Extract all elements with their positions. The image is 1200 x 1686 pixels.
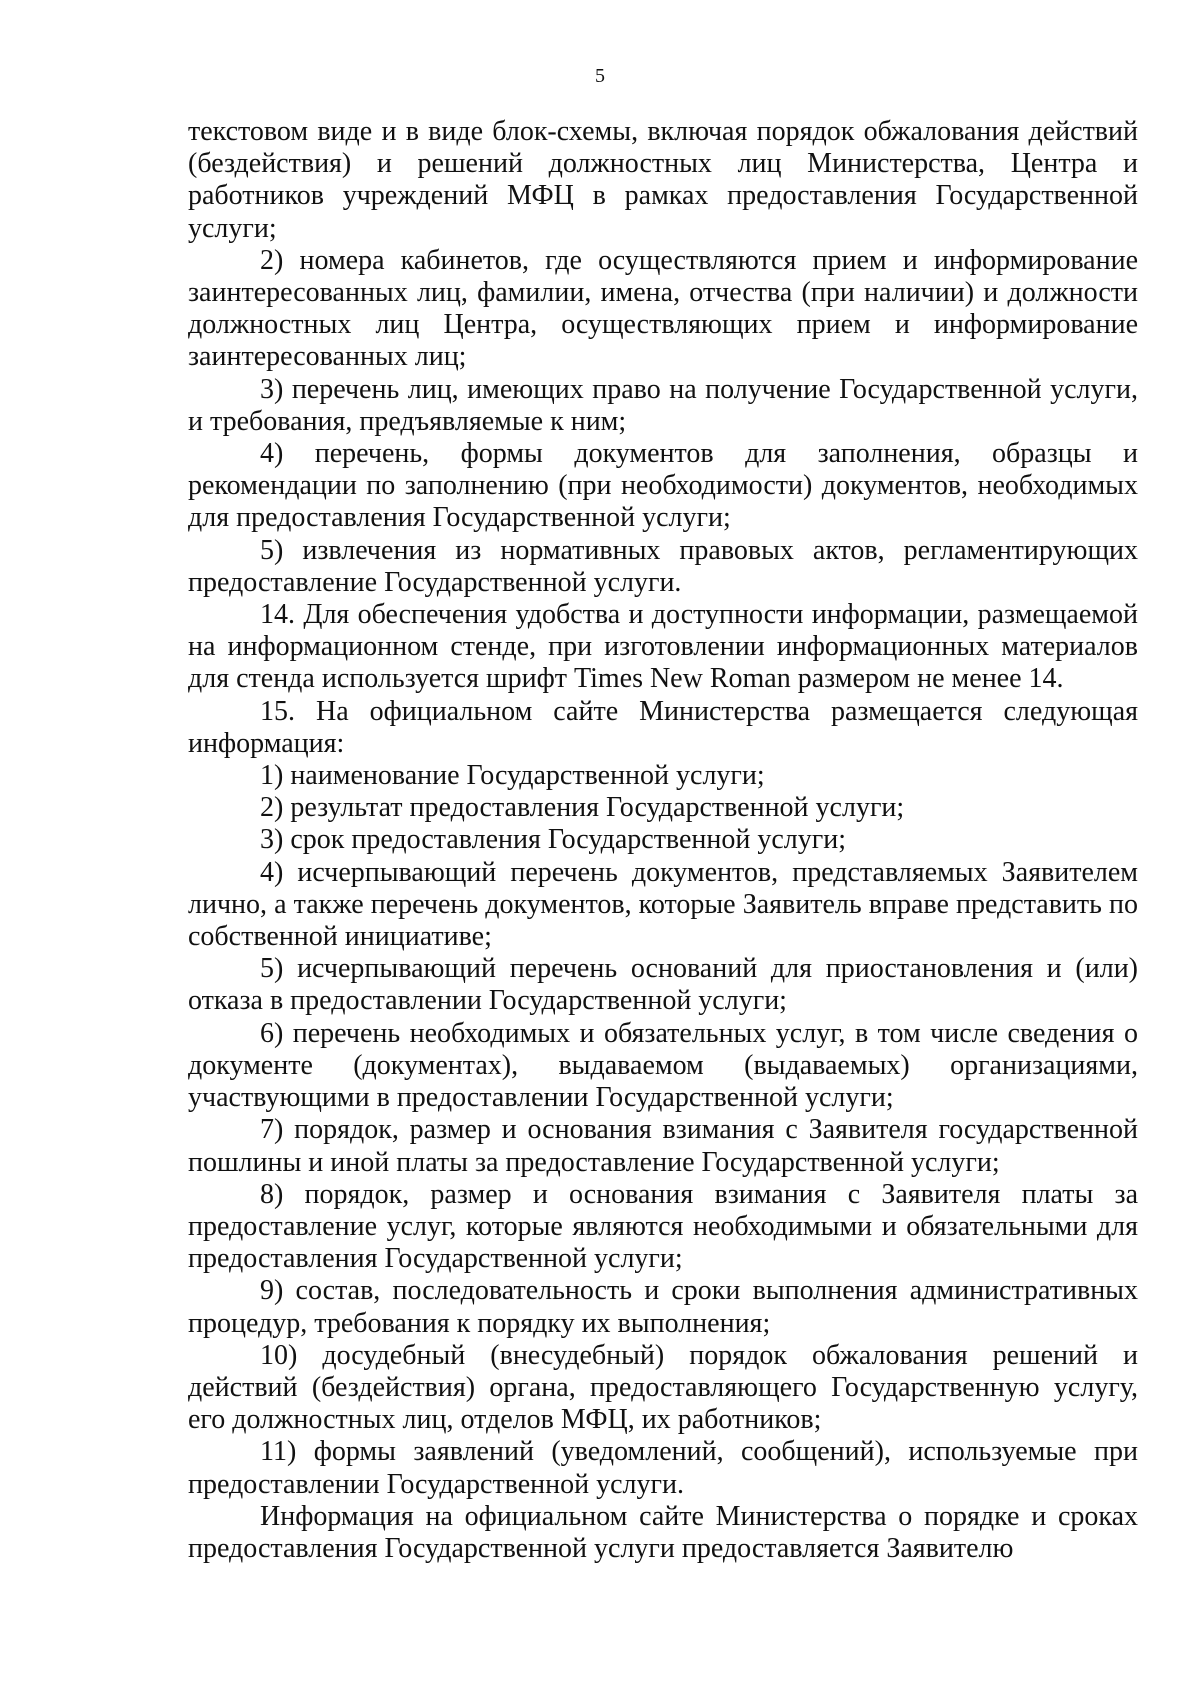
paragraph: 15. На официальном сайте Министерства размещается следующая информация: bbox=[188, 695, 1138, 759]
paragraph: 2) результат предоставления Государственной услуги; bbox=[260, 792, 905, 824]
paragraph: 8) порядок, размер и основания взимания с Заявителя платы за предоставление услуг, которые являются необходимыми и обязательными для предоставления Государственной услуги; bbox=[188, 1178, 1138, 1275]
paragraph: Информация на официальном сайте Министерства о порядке и сроках предоставления Государственной услуги предоставляется Заявителю bbox=[188, 1500, 1138, 1564]
paragraph: 4) исчерпывающий перечень документов, представляемых Заявителем лично, а также перечень документов, которые Заявитель вправе представить по собственной инициативе; bbox=[188, 856, 1138, 953]
paragraph: 7) порядок, размер и основания взимания с Заявителя государственной пошлины и иной платы за предоставление Государственной услуги; bbox=[188, 1114, 1138, 1178]
paragraph: 5) извлечения из нормативных правовых актов, регламентирующих предоставление Государственной услуги. bbox=[188, 534, 1138, 598]
document-body bbox=[188, 116, 1138, 1565]
paragraph: 11) формы заявлений (уведомлений, сообщений), используемые при предоставлении Государственной услуги. bbox=[188, 1436, 1138, 1500]
paragraph: 2) номера кабинетов, где осуществляются прием и информирование заинтересованных лиц, фамилии, имена, отчества (при наличии) и должности должностных лиц Центра, осуществляющих прием и информирование заинтересованных лиц; bbox=[188, 244, 1138, 373]
paragraph: 3) срок предоставления Государственной услуги; bbox=[260, 824, 847, 856]
paragraph: 10) досудебный (внесудебный) порядок обжалования решений и действий (бездействия) органа, предоставляющего Государственную услугу, его должностных лиц, отделов МФЦ, их работников; bbox=[188, 1339, 1138, 1436]
paragraph: 4) перечень, формы документов для заполнения, образцы и рекомендации по заполнению (при необходимости) документов, необходимых для предоставления Государственной услуги; bbox=[188, 438, 1138, 534]
paragraph: 5) исчерпывающий перечень оснований для приостановления и (или) отказа в предоставлении Государственной услуги; bbox=[188, 953, 1138, 1017]
paragraph: 14. Для обеспечения удобства и доступности информации, размещаемой на информационном стенде, при изготовлении информационных материалов для стенда используется шрифт Times New Roman размером не менее 14. bbox=[188, 599, 1138, 695]
paragraph: 1) наименование Государственной услуги; bbox=[260, 760, 765, 792]
page-number: 5 bbox=[595, 65, 605, 87]
paragraph: текстовом виде и в виде блок-схемы, включая порядок обжалования действий (бездействия) и решений должностных лиц Министерства, Центра и работников учреждений МФЦ в рамках предоставления Государственной услуги; bbox=[188, 116, 1138, 244]
paragraph: 9) состав, последовательность и сроки выполнения административных процедур, требования к порядку их выполнения; bbox=[188, 1275, 1138, 1339]
paragraph: 6) перечень необходимых и обязательных услуг, в том числе сведения о документе (документах), выдаваемом (выдаваемых) организациями, участвующими в предоставлении Государственной услуги; bbox=[188, 1017, 1138, 1114]
paragraph: 3) перечень лиц, имеющих право на получение Государственной услуги, и требования, предъявляемые к ним; bbox=[188, 373, 1138, 437]
